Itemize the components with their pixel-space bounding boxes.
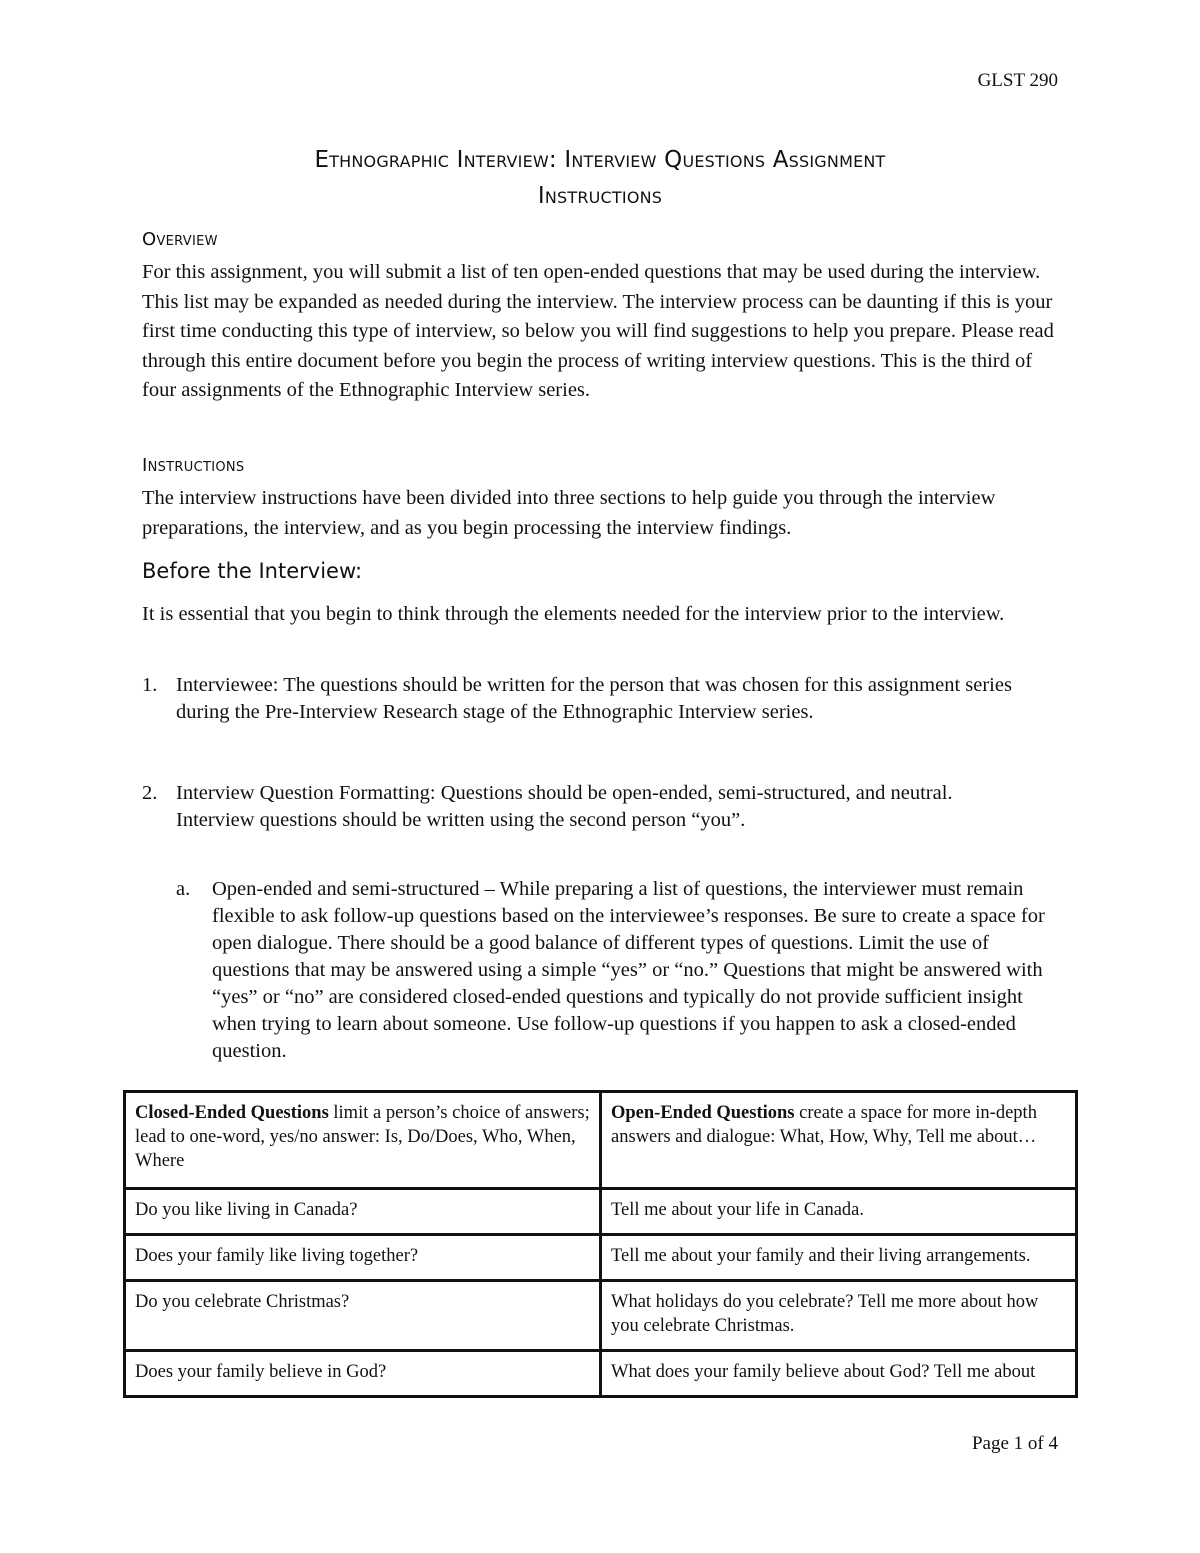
closed-question-cell: Does your family like living together? <box>125 1235 601 1281</box>
open-ended-header-title: Open-Ended Questions <box>611 1103 795 1123</box>
table-row <box>125 1189 1077 1235</box>
open-question-cell: What holidays do you celebrate? Tell me more about how you celebrate Christmas. <box>601 1281 1077 1351</box>
table-row <box>125 1351 1077 1397</box>
sub-list-item-letter: a. <box>176 878 191 900</box>
overview-text: For this assignment, you will submit a list of ten open-ended questions that may be used during the interview. This list may be expanded as needed during the interview. The interview process can be daunting if this is your first time conducting this type of interview, so below you will find suggestions to help you prepare. Please read through this entire document before you begin the process of writing interview questions. This is the third of four assignments of the Ethnographic Interview series. <box>142 261 1054 401</box>
open-ended-header-description: create a space for more in-depth answers and dialogue: What, How, Why, Tell me about… <box>611 1103 1037 1147</box>
list-item-number: 1. <box>142 674 158 696</box>
open-question-cell: Tell me about your life in Canada. <box>601 1189 1077 1235</box>
page-title <box>150 142 1050 214</box>
before-interview-heading-block <box>142 559 1058 583</box>
table-row <box>125 1235 1077 1281</box>
closed-ended-header-description: limit a person’s choice of answers; lead to one-word, yes/no answer: Is, Do/Does, Who, When, Where <box>135 1103 590 1171</box>
open-question-cell: Tell me about your family and their living arrangements. <box>601 1235 1077 1281</box>
before-interview-intro-block <box>142 601 1058 628</box>
list-item <box>142 780 1058 840</box>
title-line-2: Instructions <box>537 183 663 209</box>
overview-section <box>142 229 1058 406</box>
before-interview-intro: It is essential that you begin to think through the elements needed for the interview prior to the interview. <box>142 603 1005 625</box>
instructions-section <box>142 455 1058 543</box>
list-item <box>142 672 1058 762</box>
sub-list-item <box>176 876 1058 1071</box>
sub-list-item-text: Open-ended and semi-structured – While preparing a list of questions, the interviewer must remain flexible to ask follow-up questions based on the interviewee’s responses. Be sure to create a space for open dialogue. There should be a good balance of different types of questions. Limit the use of questions that may be answered using a simple “yes” or “no.” Questions that might be answered with “yes” or “no” are considered closed-ended questions and typically do not provide sufficient insight when trying to learn about someone. Use follow-up questions if you happen to ask a closed-ended question. <box>212 878 1045 1062</box>
open-ended-header-cell <box>601 1092 1077 1189</box>
closed-ended-header-cell <box>125 1092 601 1189</box>
table-header-row <box>125 1092 1077 1189</box>
page-number: Page 1 of 4 <box>971 1433 1058 1454</box>
table-row <box>125 1281 1077 1351</box>
closed-question-cell: Do you celebrate Christmas? <box>125 1281 601 1351</box>
list-item-text: Interview Question Formatting: Questions should be open-ended, semi-structured, and neutral. Interview questions should be written using the second person “you”. <box>176 782 953 831</box>
course-code: GLST 290 <box>977 70 1058 91</box>
instructions-text: The interview instructions have been divided into three sections to help guide you through the interview preparations, the interview, and as you begin processing the interview findings. <box>142 487 996 539</box>
title-line-1: Ethnographic Interview: Interview Questions Assignment <box>314 147 886 173</box>
instructions-heading: Instructions <box>142 455 245 476</box>
question-comparison-table <box>123 1090 1078 1398</box>
closed-ended-header-title: Closed-Ended Questions <box>135 1103 329 1123</box>
closed-question-cell: Does your family believe in God? <box>125 1351 601 1397</box>
overview-heading: Overview <box>142 229 218 250</box>
list-item-text: Interviewee: The questions should be written for the person that was chosen for this assignment series during the Pre-Interview Research stage of the Ethnographic Interview series. <box>176 674 1012 723</box>
before-interview-heading: Before the Interview: <box>142 559 363 583</box>
closed-question-cell: Do you like living in Canada? <box>125 1189 601 1235</box>
open-question-cell: What does your family believe about God? Tell me about <box>601 1351 1077 1397</box>
list-item-number: 2. <box>142 782 158 804</box>
